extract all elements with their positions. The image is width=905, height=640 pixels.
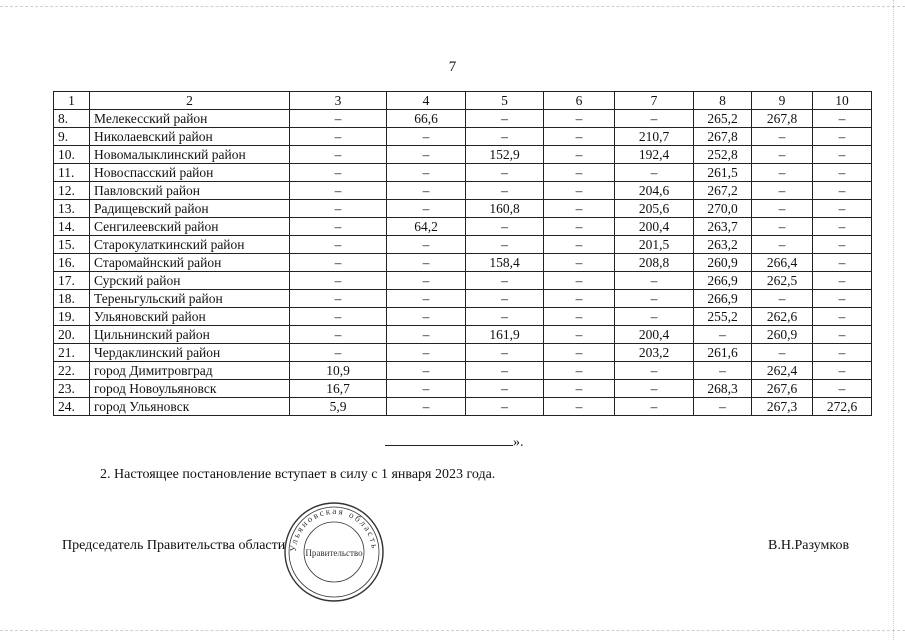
value-cell: 261,6: [694, 344, 752, 362]
value-cell: –: [387, 308, 466, 326]
value-cell: –: [615, 290, 694, 308]
district-name-cell: Мелекесский район: [90, 110, 290, 128]
value-cell: 265,2: [694, 110, 752, 128]
value-cell: –: [615, 398, 694, 416]
value-cell: 203,2: [615, 344, 694, 362]
value-cell: –: [466, 218, 544, 236]
column-header-1: 1: [54, 92, 90, 110]
row-number-cell: 20.: [54, 326, 90, 344]
row-number-cell: 8.: [54, 110, 90, 128]
value-cell: 200,4: [615, 218, 694, 236]
value-cell: –: [694, 398, 752, 416]
row-number-cell: 21.: [54, 344, 90, 362]
value-cell: –: [290, 344, 387, 362]
value-cell: –: [544, 326, 615, 344]
value-cell: 200,4: [615, 326, 694, 344]
row-number-cell: 12.: [54, 182, 90, 200]
value-cell: –: [387, 290, 466, 308]
value-cell: –: [544, 236, 615, 254]
value-cell: –: [813, 218, 872, 236]
value-cell: –: [544, 308, 615, 326]
value-cell: –: [466, 110, 544, 128]
value-cell: 260,9: [752, 326, 813, 344]
row-number-cell: 11.: [54, 164, 90, 182]
value-cell: –: [694, 362, 752, 380]
value-cell: –: [813, 146, 872, 164]
clause-text: 2. Настоящее постановление вступает в силу с 1 января 2023 года.: [100, 467, 496, 482]
value-cell: –: [290, 308, 387, 326]
district-name-cell: Цильнинский район: [90, 326, 290, 344]
row-number-cell: 15.: [54, 236, 90, 254]
value-cell: –: [466, 290, 544, 308]
value-cell: –: [813, 236, 872, 254]
district-name-cell: Павловский район: [90, 182, 290, 200]
district-name-cell: Старокулаткинский район: [90, 236, 290, 254]
value-cell: –: [387, 398, 466, 416]
value-cell: –: [387, 128, 466, 146]
value-cell: 267,3: [752, 398, 813, 416]
value-cell: –: [466, 380, 544, 398]
value-cell: –: [615, 110, 694, 128]
value-cell: –: [466, 236, 544, 254]
value-cell: 272,6: [813, 398, 872, 416]
value-cell: –: [544, 254, 615, 272]
value-cell: 10,9: [290, 362, 387, 380]
value-cell: –: [290, 128, 387, 146]
column-header-5: 5: [466, 92, 544, 110]
value-cell: –: [615, 380, 694, 398]
row-number-cell: 14.: [54, 218, 90, 236]
value-cell: 267,6: [752, 380, 813, 398]
column-header-2: 2: [90, 92, 290, 110]
value-cell: –: [290, 272, 387, 290]
value-cell: –: [544, 290, 615, 308]
value-cell: –: [813, 290, 872, 308]
value-cell: –: [752, 182, 813, 200]
value-cell: –: [466, 398, 544, 416]
district-name-cell: Старомайнский район: [90, 254, 290, 272]
value-cell: –: [813, 254, 872, 272]
value-cell: –: [544, 398, 615, 416]
value-cell: –: [544, 128, 615, 146]
table-body: [54, 110, 872, 416]
table-row: [54, 398, 872, 416]
value-cell: 201,5: [615, 236, 694, 254]
value-cell: 266,9: [694, 290, 752, 308]
value-cell: –: [290, 110, 387, 128]
district-name-cell: Сенгилеевский район: [90, 218, 290, 236]
value-cell: 268,3: [694, 380, 752, 398]
value-cell: –: [544, 272, 615, 290]
row-number-cell: 9.: [54, 128, 90, 146]
table-row: [54, 128, 872, 146]
value-cell: –: [544, 182, 615, 200]
column-header-9: 9: [752, 92, 813, 110]
value-cell: –: [615, 272, 694, 290]
value-cell: 158,4: [466, 254, 544, 272]
value-cell: –: [290, 290, 387, 308]
table-row: [54, 380, 872, 398]
value-cell: 266,9: [694, 272, 752, 290]
scan-edge-bottom: [0, 630, 905, 632]
value-cell: –: [752, 236, 813, 254]
value-cell: –: [290, 236, 387, 254]
value-cell: –: [290, 254, 387, 272]
signature-title: Председатель Правительства области: [62, 538, 286, 553]
value-cell: –: [752, 128, 813, 146]
value-cell: 16,7: [290, 380, 387, 398]
district-name-cell: Чердаклинский район: [90, 344, 290, 362]
scan-edge-right: [893, 0, 895, 640]
value-cell: 160,8: [466, 200, 544, 218]
value-cell: –: [466, 272, 544, 290]
district-name-cell: город Новоульяновск: [90, 380, 290, 398]
table-row: [54, 290, 872, 308]
value-cell: 267,8: [752, 110, 813, 128]
district-name-cell: Николаевский район: [90, 128, 290, 146]
value-cell: 152,9: [466, 146, 544, 164]
value-cell: –: [387, 362, 466, 380]
column-header-4: 4: [387, 92, 466, 110]
value-cell: –: [752, 164, 813, 182]
value-cell: –: [290, 326, 387, 344]
value-cell: –: [466, 164, 544, 182]
value-cell: 161,9: [466, 326, 544, 344]
seal-graphic: [282, 500, 386, 604]
value-cell: –: [752, 290, 813, 308]
table-row: [54, 110, 872, 128]
value-cell: –: [813, 326, 872, 344]
value-cell: –: [813, 344, 872, 362]
value-cell: –: [615, 164, 694, 182]
value-cell: –: [813, 362, 872, 380]
district-name-cell: город Димитровград: [90, 362, 290, 380]
value-cell: –: [752, 218, 813, 236]
value-cell: –: [290, 164, 387, 182]
official-seal: [282, 500, 386, 604]
value-cell: 266,4: [752, 254, 813, 272]
value-cell: –: [544, 362, 615, 380]
closing-underline: [385, 437, 513, 446]
table-row: [54, 254, 872, 272]
value-cell: –: [544, 164, 615, 182]
value-cell: –: [813, 272, 872, 290]
value-cell: 263,7: [694, 218, 752, 236]
value-cell: 267,8: [694, 128, 752, 146]
value-cell: –: [544, 218, 615, 236]
value-cell: –: [466, 344, 544, 362]
value-cell: –: [466, 308, 544, 326]
scan-edge-top: [0, 6, 905, 8]
closing-mark: ».: [513, 435, 524, 450]
value-cell: 255,2: [694, 308, 752, 326]
value-cell: –: [387, 146, 466, 164]
district-name-cell: Сурский район: [90, 272, 290, 290]
signature-name: В.Н.Разумков: [768, 538, 850, 553]
row-number-cell: 18.: [54, 290, 90, 308]
column-header-8: 8: [694, 92, 752, 110]
value-cell: –: [290, 200, 387, 218]
district-name-cell: Новоспасский район: [90, 164, 290, 182]
district-name-cell: город Ульяновск: [90, 398, 290, 416]
value-cell: 262,4: [752, 362, 813, 380]
row-number-cell: 24.: [54, 398, 90, 416]
value-cell: 204,6: [615, 182, 694, 200]
table-row: [54, 164, 872, 182]
value-cell: –: [544, 200, 615, 218]
value-cell: –: [813, 128, 872, 146]
value-cell: –: [752, 344, 813, 362]
table-header-row: [54, 92, 872, 110]
value-cell: –: [387, 182, 466, 200]
value-cell: –: [290, 182, 387, 200]
value-cell: –: [615, 308, 694, 326]
value-cell: –: [544, 380, 615, 398]
district-name-cell: Тереньгульский район: [90, 290, 290, 308]
value-cell: 5,9: [290, 398, 387, 416]
value-cell: –: [387, 236, 466, 254]
value-cell: 64,2: [387, 218, 466, 236]
table-row: [54, 308, 872, 326]
value-cell: –: [615, 362, 694, 380]
row-number-cell: 17.: [54, 272, 90, 290]
value-cell: 260,9: [694, 254, 752, 272]
district-name-cell: Новомалыклинский район: [90, 146, 290, 164]
table-row: [54, 344, 872, 362]
district-name-cell: Радищевский район: [90, 200, 290, 218]
value-cell: 267,2: [694, 182, 752, 200]
value-cell: 205,6: [615, 200, 694, 218]
value-cell: –: [752, 146, 813, 164]
value-cell: 210,7: [615, 128, 694, 146]
value-cell: –: [290, 218, 387, 236]
column-header-10: 10: [813, 92, 872, 110]
value-cell: 262,5: [752, 272, 813, 290]
value-cell: –: [387, 272, 466, 290]
value-cell: 192,4: [615, 146, 694, 164]
value-cell: –: [813, 308, 872, 326]
table-row: [54, 218, 872, 236]
value-cell: –: [694, 326, 752, 344]
value-cell: –: [387, 254, 466, 272]
value-cell: –: [813, 200, 872, 218]
value-cell: –: [544, 110, 615, 128]
seal-center-text: Правительство: [305, 548, 363, 558]
table-row: [54, 272, 872, 290]
column-header-7: 7: [615, 92, 694, 110]
value-cell: –: [290, 146, 387, 164]
district-table: [53, 91, 872, 416]
value-cell: –: [544, 146, 615, 164]
table-row: [54, 326, 872, 344]
value-cell: –: [387, 164, 466, 182]
row-number-cell: 10.: [54, 146, 90, 164]
value-cell: –: [752, 200, 813, 218]
value-cell: 66,6: [387, 110, 466, 128]
table-row: [54, 182, 872, 200]
row-number-cell: 13.: [54, 200, 90, 218]
page-number: 7: [448, 59, 457, 75]
column-header-6: 6: [544, 92, 615, 110]
value-cell: 261,5: [694, 164, 752, 182]
table-row: [54, 362, 872, 380]
table-row: [54, 146, 872, 164]
row-number-cell: 22.: [54, 362, 90, 380]
value-cell: –: [544, 344, 615, 362]
table-row: [54, 236, 872, 254]
row-number-cell: 19.: [54, 308, 90, 326]
value-cell: 252,8: [694, 146, 752, 164]
column-header-3: 3: [290, 92, 387, 110]
value-cell: –: [387, 200, 466, 218]
value-cell: 270,0: [694, 200, 752, 218]
value-cell: –: [813, 182, 872, 200]
closing-line: [385, 435, 524, 451]
value-cell: –: [813, 110, 872, 128]
value-cell: 263,2: [694, 236, 752, 254]
value-cell: –: [466, 182, 544, 200]
value-cell: –: [466, 128, 544, 146]
table-row: [54, 200, 872, 218]
seal-ring-text: Ульяновская область: [287, 505, 381, 553]
value-cell: –: [387, 380, 466, 398]
value-cell: –: [466, 362, 544, 380]
value-cell: –: [813, 380, 872, 398]
district-name-cell: Ульяновский район: [90, 308, 290, 326]
value-cell: 208,8: [615, 254, 694, 272]
value-cell: –: [387, 344, 466, 362]
value-cell: 262,6: [752, 308, 813, 326]
row-number-cell: 23.: [54, 380, 90, 398]
row-number-cell: 16.: [54, 254, 90, 272]
value-cell: –: [813, 164, 872, 182]
value-cell: –: [387, 326, 466, 344]
